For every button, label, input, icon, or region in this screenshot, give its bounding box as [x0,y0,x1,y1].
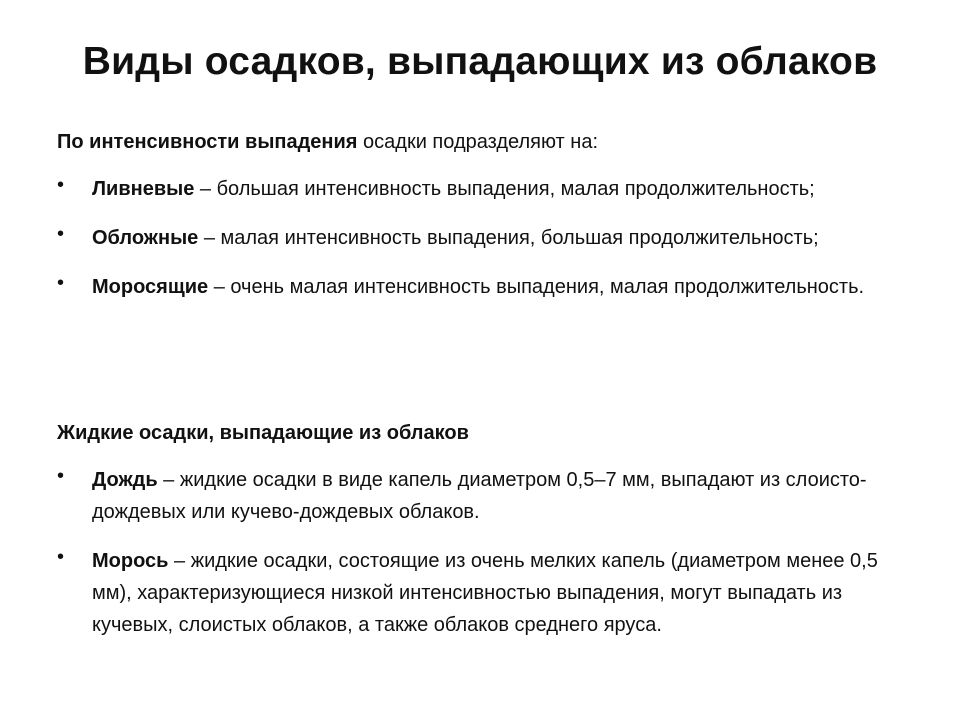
item-term: Дождь [92,469,158,491]
item-term: Морось [92,550,169,572]
item-term: Обложные [92,227,199,249]
list-item [57,464,917,528]
bullet-icon: • [57,465,65,487]
item-text: – жидкие осадки, состоящие из очень мелких капель (диаметром менее 0,5 мм), характеризующиеся низкой интенсивностью выпадения, могут выпадать из кучевых, слоистых облаков, а также облаков среднего яруса. [92,550,878,636]
item-term: Моросящие [92,276,209,298]
bullet-icon: • [57,272,65,294]
bullet-icon: • [57,223,65,245]
slide-title: Виды осадков, выпадающих из облаков [82,40,878,83]
list-item [57,545,917,641]
bullet-icon: • [57,174,65,196]
liquid-section-heading: Жидкие осадки, выпадающие из облаков [57,422,469,444]
intensity-heading-rest: осадки подразделяют на: [357,131,599,153]
bullet-icon: • [57,546,65,568]
item-text: – малая интенсивность выпадения, большая продолжительность; [198,227,819,249]
item-term: Ливневые [92,178,195,200]
list-item [57,222,917,254]
item-text: – очень малая интенсивность выпадения, малая продолжительность. [208,276,865,298]
item-text: – большая интенсивность выпадения, малая продолжительность; [194,178,815,200]
liquid-list [57,464,917,658]
intensity-list [57,173,917,320]
intensity-section-heading [57,126,917,158]
intensity-heading-bold: По интенсивности выпадения [57,131,358,153]
list-item [57,271,917,303]
list-item [57,173,917,205]
item-text: – жидкие осадки в виде капель диаметром 0,5–7 мм, выпадают из слоисто-дождевых или кучево-дождевых облаков. [92,469,867,523]
